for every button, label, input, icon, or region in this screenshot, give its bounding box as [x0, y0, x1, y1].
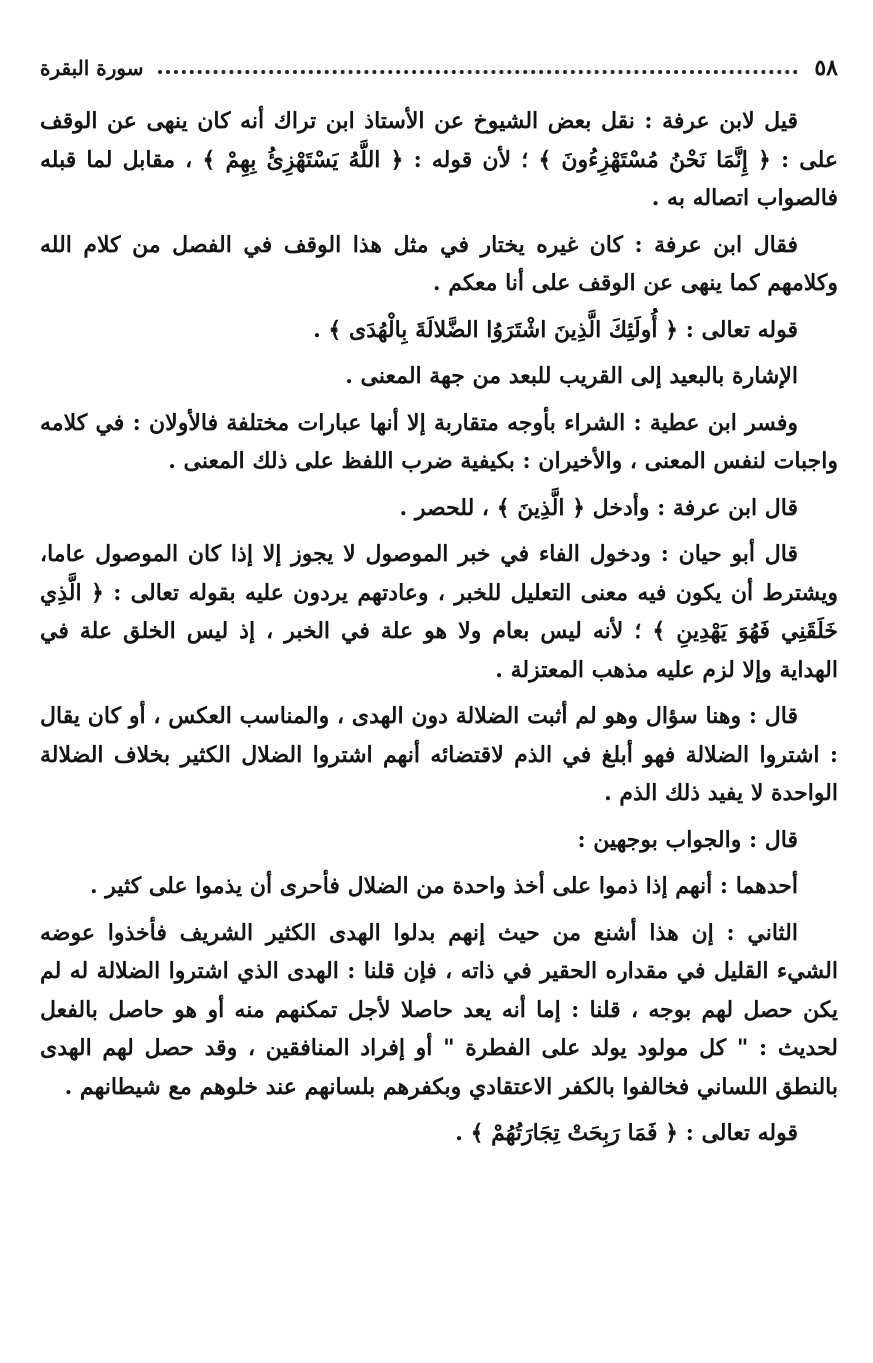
paragraph: قيل لابن عرفة : نقل بعض الشيوخ عن الأستاذ ابن تراك أنه كان ينهى عن الوقف على : ﴿ إِنَّمَا نَحْنُ مُسْتَهْزِءُونَ ﴾ ؛ لأن قوله : ﴿ اللَّهُ يَسْتَهْزِئُ بِهِمْ ﴾ ، مقابل لما قبله فالصواب اتصاله به . — [40, 108, 838, 211]
book-page — [40, 48, 838, 1338]
surah-title: سورة البقرة — [40, 56, 144, 80]
page-body — [40, 102, 838, 1153]
paragraph: قال أبو حيان : ودخول الفاء في خبر الموصول لا يجوز إلا إذا كان الموصول عاما، ويشترط أن يكون فيه معنى التعليل للخبر ، وعادتهم يردون عليه بقوله تعالى : ﴿ الَّذِي خَلَقَنِي فَهُوَ يَهْدِينِ ﴾ ؛ لأنه ليس بعام ولا هو علة في الخبر ، إذ ليس الخلق علة في الهداية وإلا لزم عليه مذهب المعتزلة . — [40, 541, 838, 683]
paragraph: فقال ابن عرفة : كان غيره يختار في مثل هذا الوقف في الفصل من كلام الله وكلامهم كما ينهى عن الوقف على أنا معكم . — [40, 231, 838, 296]
paragraph: قال : وهنا سؤال وهو لم أثبت الضلالة دون الهدى ، والمناسب العكس ، أو كان يقال : اشتروا الضلالة فهو أبلغ في الذم لاقتضائه أنهم اشتروا الضلال الكثير بخلاف الضلالة الواحدة لا يفيد ذلك الذم . — [40, 703, 838, 806]
page-number: ٥٨ — [814, 55, 838, 81]
paragraph-quran-verse: قوله تعالى : ﴿ أُولَئِكَ الَّذِينَ اشْتَرَوُا الضَّلالَةَ بِالْهُدَى ﴾ . — [313, 316, 798, 343]
header-dotted-leader — [158, 70, 799, 74]
paragraph: قال : والجواب بوجهين : — [577, 826, 798, 853]
paragraph: قال ابن عرفة : وأدخل ﴿ الَّذِينَ ﴾ ، للحصر . — [399, 494, 798, 521]
paragraph: الثاني : إن هذا أشنع من حيث إنهم بدلوا الهدى الكثير الشريف فأخذوا عوضه الشيء القليل في مقداره الحقير في ذاته ، فإن قلنا : الهدى الذي اشتروا الضلالة له لم يكن حصل لهم بوجه ، قلنا : إما أنه يعد حاصلا لأجل تمكنهم منه أو هو حاصل بالفعل لحديث : " كل مولود يولد على الفطرة " أو إفراد المنافقين ، وقد حصل لهم الهدى بالنطق اللساني فخالفوا بالكفر الاعتقادي وبكفرهم بلسانهم عند خلوهم مع شيطانهم . — [40, 919, 838, 1100]
paragraph: وفسر ابن عطية : الشراء بأوجه متقاربة إلا أنها عبارات مختلفة فالأولان : في كلامه واجبات لنفس المعنى ، والأخيران : بكيفية ضرب اللفظ على ذلك المعنى . — [40, 409, 838, 474]
paragraph: أحدهما : أنهم إذا ذموا على أخذ واحدة من الضلال فأحرى أن يذموا على كثير . — [89, 873, 798, 899]
paragraph: الإشارة بالبعيد إلى القريب للبعد من جهة المعنى . — [345, 363, 798, 389]
page-header — [40, 48, 838, 88]
paragraph-quran-verse: قوله تعالى : ﴿ فَمَا رَبِحَتْ تِجَارَتُهُمْ ﴾ . — [455, 1120, 798, 1146]
